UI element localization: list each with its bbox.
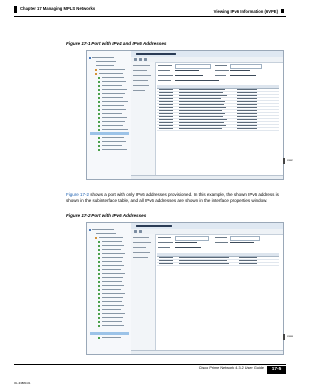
port-icon [98,281,100,283]
port-icon [98,93,100,95]
port-icon [98,261,100,263]
status-bar [131,175,283,179]
port-icon [98,265,100,267]
port-icon [98,145,100,147]
figure1-title: Port with IPv4 and IPv6 Addresses [91,41,167,46]
port-icon [98,313,100,315]
port-icon [98,109,100,111]
figure1-number: Figure 17-1 [66,41,91,46]
properties-nav [131,234,156,350]
chapter-heading: Chapter 17 Managing MPLS Networks [20,6,96,11]
port-icon [98,149,100,151]
port-icon [98,241,100,243]
port-icon [98,121,100,123]
figure2-caption [66,213,146,218]
figure2-tag-mark [283,334,285,340]
figure2-number: Figure 17-2 [66,213,91,218]
module-icon [95,237,97,239]
module-icon [95,73,97,75]
port-icon [98,269,100,271]
figure2-tag: 328888 [287,336,293,338]
port-icon [98,305,100,307]
port-icon [98,289,100,291]
header-marker [14,6,17,13]
figure1-caption [66,41,166,46]
module-icon [95,69,97,71]
port-icon [98,137,100,139]
selected-tree-node [90,332,129,335]
figure1-tag: 328887 [287,160,293,162]
header-rule [14,16,286,17]
port-icon [98,249,100,251]
port-icon [98,273,100,275]
port-icon [98,297,100,299]
port-icon [98,253,100,255]
status-bar [131,350,283,354]
table-row [157,128,279,132]
port-icon [98,285,100,287]
port-icon [98,97,100,99]
port-icon [98,113,100,115]
port-icon [98,125,100,127]
toolbar-button [139,58,142,61]
inventory-tree [87,51,132,179]
port-icon [98,85,100,87]
port-icon [98,81,100,83]
toolbar-button [134,58,137,61]
toolbar-button [134,230,137,233]
figure2-screenshot [86,222,284,355]
properties-nav [131,62,156,175]
port-icon [98,101,100,103]
page-number: 17-5 [267,366,286,374]
port-icon [98,301,100,303]
port-icon [98,105,100,107]
inventory-tree [87,223,132,354]
port-icon [98,321,100,323]
guide-title: Cisco Prime Network 4.3.2 User Guide [198,366,264,370]
selected-tree-node [90,132,129,135]
port-icon [98,325,100,327]
toolbar-button [144,58,147,61]
port-icon [98,317,100,319]
port-icon [98,245,100,247]
port-icon [98,309,100,311]
body-paragraph [66,192,288,204]
port-icon [98,117,100,119]
figure2-link[interactable]: Figure 17-2 [66,192,90,197]
figure1-tag-mark [283,158,285,164]
paragraph-text: shows a port with only IPv6 addresses provisioned. In this example, the shown IPv6 address is shown in the subinterface table, and all IPv6 addresses are shown in the interface properties window. [66,192,279,204]
section-heading: Viewing IPv6 Information (6VPE) [213,9,278,14]
figure2-title: Port with IPv6 Addresses [91,213,147,218]
port-icon [98,141,100,143]
port-icon [98,77,100,79]
port-icon [98,277,100,279]
table-row [157,263,279,267]
section-marker [281,9,284,13]
port-icon [98,257,100,259]
port-icon [98,89,100,91]
port-icon [98,293,100,295]
figure1-screenshot [86,50,284,180]
port-icon [98,337,100,339]
document-id: OL-33883-01 [14,381,31,385]
toolbar-button [139,230,142,233]
footer-rule [14,364,286,365]
